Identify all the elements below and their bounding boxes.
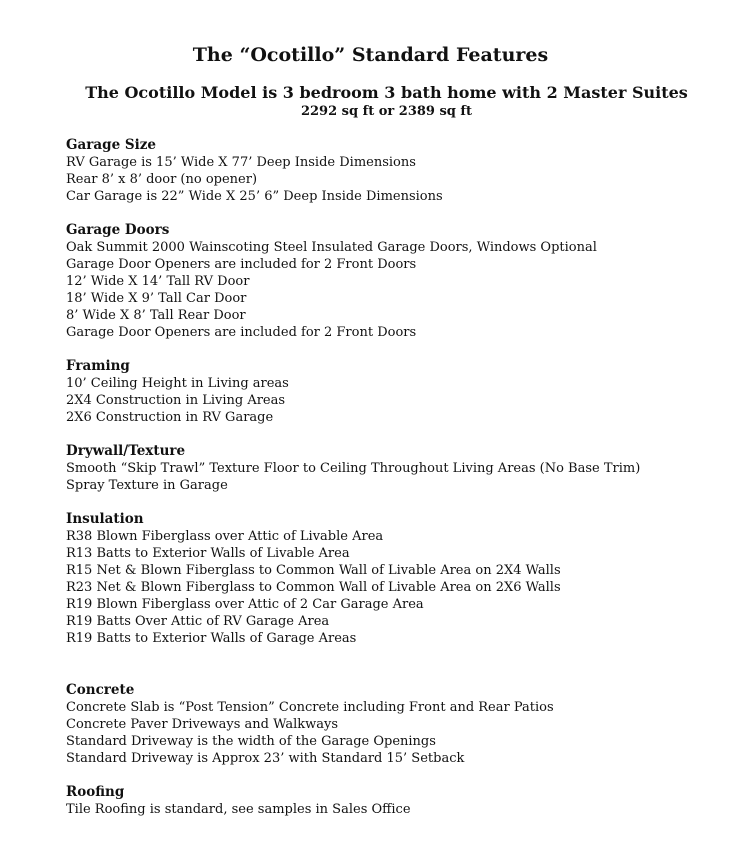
feature-line: R19 Blown Fiberglass over Attic of 2 Car Garage Area	[66, 597, 424, 612]
feature-line: Oak Summit 2000 Wainscoting Steel Insulated Garage Doors, Windows Optional	[66, 240, 597, 255]
section-heading: Garage Doors	[66, 222, 170, 238]
section-framing	[66, 358, 731, 426]
feature-line: 12’ Wide X 14’ Tall RV Door	[66, 274, 250, 289]
section-heading: Concrete	[66, 682, 135, 698]
section-drywall-texture	[66, 443, 731, 494]
feature-line: Concrete Slab is “Post Tension” Concrete including Front and Rear Patios	[66, 700, 554, 715]
feature-line: Garage Door Openers are included for 2 Front Doors	[66, 325, 417, 340]
feature-line: R19 Batts Over Attic of RV Garage Area	[66, 614, 330, 629]
document-subtitle: The Ocotillo Model is 3 bedroom 3 bath home with 2 Master Suites	[85, 83, 688, 102]
feature-line: 10’ Ceiling Height in Living areas	[66, 376, 289, 391]
section-heading: Garage Size	[66, 137, 156, 153]
section-roofing	[66, 784, 731, 818]
feature-line: R15 Net & Blown Fiberglass to Common Wall of Livable Area on 2X4 Walls	[66, 563, 561, 578]
section-insulation	[66, 511, 731, 647]
feature-line: Rear 8’ x 8’ door (no opener)	[66, 172, 258, 187]
feature-line: Concrete Paver Driveways and Walkways	[66, 717, 339, 732]
section-heading: Roofing	[66, 784, 125, 800]
section-heading: Insulation	[66, 511, 144, 527]
feature-line: R23 Net & Blown Fiberglass to Common Wall of Livable Area on 2X6 Walls	[66, 580, 561, 595]
feature-line: R38 Blown Fiberglass over Attic of Livable Area	[66, 529, 384, 544]
feature-line: 2X4 Construction in Living Areas	[66, 393, 286, 408]
document-title: The “Ocotillo” Standard Features	[192, 44, 549, 66]
section-heading: Drywall/Texture	[66, 443, 186, 459]
feature-line: R19 Batts to Exterior Walls of Garage Areas	[66, 631, 357, 646]
feature-line: Tile Roofing is standard, see samples in Sales Office	[66, 802, 411, 817]
section-garage-doors	[66, 222, 731, 341]
feature-line: R13 Batts to Exterior Walls of Livable Area	[66, 546, 350, 561]
feature-line: RV Garage is 15’ Wide X 77’ Deep Inside Dimensions	[66, 155, 416, 170]
section-heading: Framing	[66, 358, 130, 374]
feature-line: 18’ Wide X 9’ Tall Car Door	[66, 291, 247, 306]
section-concrete	[66, 682, 731, 767]
feature-line: Spray Texture in Garage	[66, 478, 228, 493]
feature-line: 8’ Wide X 8’ Tall Rear Door	[66, 308, 246, 323]
feature-line: Smooth “Skip Trawl” Texture Floor to Ceiling Throughout Living Areas (No Base Trim)	[66, 461, 641, 476]
feature-line: Garage Door Openers are included for 2 Front Doors	[66, 257, 417, 272]
feature-line: Car Garage is 22” Wide X 25’ 6” Deep Inside Dimensions	[66, 189, 443, 204]
feature-line: 2X6 Construction in RV Garage	[66, 410, 274, 425]
section-garage-size	[66, 137, 731, 205]
feature-line: Standard Driveway is Approx 23’ with Standard 15’ Setback	[66, 751, 465, 766]
square-footage: 2292 sq ft or 2389 sq ft	[300, 104, 473, 119]
feature-line: Standard Driveway is the width of the Garage Openings	[66, 734, 436, 749]
